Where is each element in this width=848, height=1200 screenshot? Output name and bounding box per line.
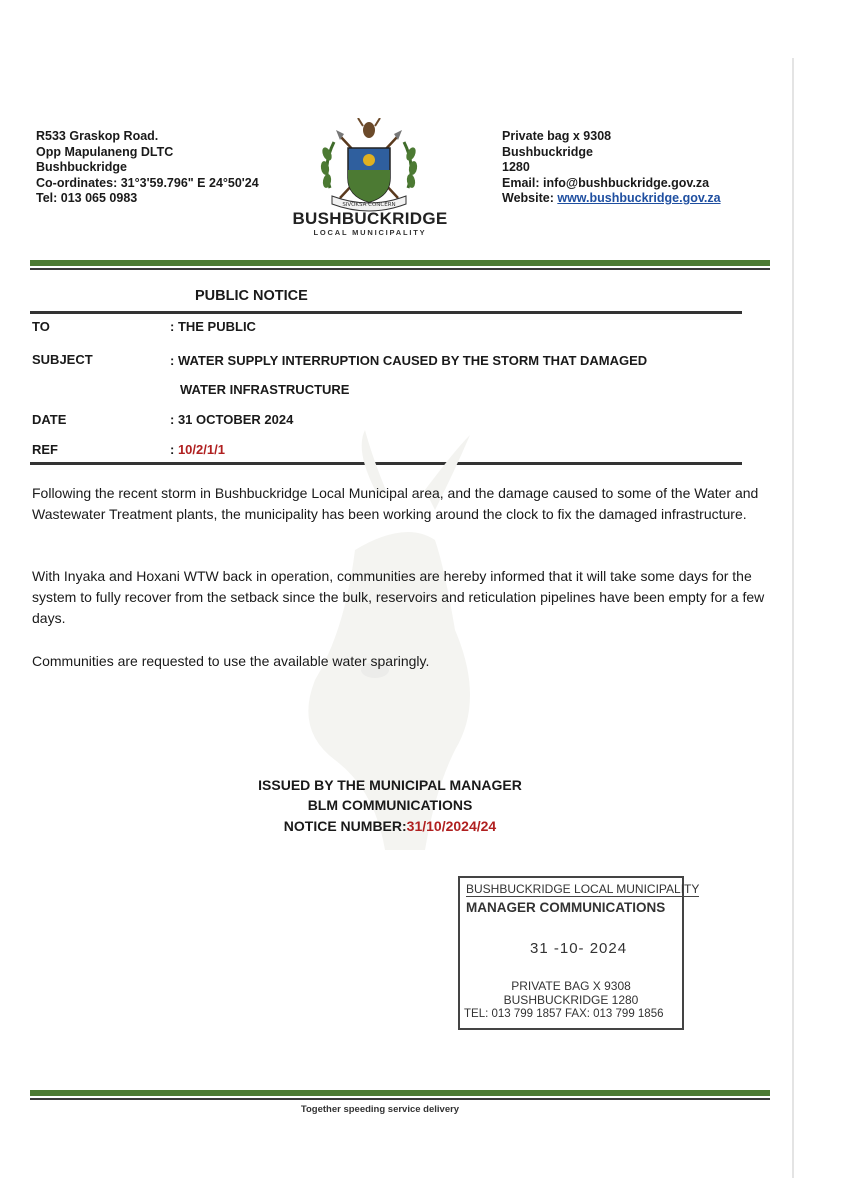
email-line: Email: info@bushbuckridge.gov.za bbox=[502, 175, 710, 190]
issued-by-line: ISSUED BY THE MUNICIPAL MANAGER bbox=[258, 777, 522, 793]
subject-value-line2: WATER INFRASTRUCTURE bbox=[180, 382, 350, 397]
subject-label: SUBJECT bbox=[32, 352, 93, 367]
date-value: : 31 OCTOBER 2024 bbox=[170, 412, 294, 427]
footer-slogan: Together speeding service delivery bbox=[300, 1104, 460, 1115]
issued-department: BLM COMMUNICATIONS bbox=[307, 797, 473, 813]
website-link[interactable]: www.bushbuckridge.gov.za bbox=[557, 191, 721, 205]
address-line: Opp Mapulaneng DLTC bbox=[36, 144, 174, 159]
coordinates-line: Co-ordinates: 31°3'59.796" E 24°50'24 bbox=[36, 175, 259, 190]
telephone-line: Tel: 013 065 0983 bbox=[36, 191, 138, 205]
website-line bbox=[502, 191, 721, 207]
address-line: R533 Graskop Road. bbox=[36, 129, 159, 143]
stamp-municipality: BUSHBUCKRIDGE LOCAL MUNICIPALITY bbox=[466, 882, 700, 896]
crest-motto: SIVOKSA CONCERN bbox=[342, 202, 396, 208]
to-value: : THE PUBLIC bbox=[170, 319, 256, 334]
website-label: Website: bbox=[502, 191, 558, 205]
address-line: Bushbuckridge bbox=[36, 160, 127, 174]
body-paragraph: With Inyaka and Hoxani WTW back in operation, communities are hereby informed that it will take some days for the system to fully recover from the setback since the bulk, reservoirs and reticulation pipelines have been empty for a few days. bbox=[32, 568, 765, 626]
subject-value-line1: : WATER SUPPLY INTERRUPTION CAUSED BY THE STORM THAT DAMAGED bbox=[170, 353, 648, 368]
stamp-address: PRIVATE BAG X 9308 bbox=[511, 979, 631, 993]
stamp-department: MANAGER COMMUNICATIONS bbox=[466, 900, 666, 915]
right-address-block bbox=[502, 129, 721, 207]
municipality-name: BUSHBUCKRIDGE bbox=[292, 209, 448, 228]
stamp-contact: TEL: 013 799 1857 FAX: 013 799 1856 bbox=[464, 1008, 664, 1020]
notice-title: PUBLIC NOTICE bbox=[195, 288, 308, 304]
stamp-date: 31 -10- 2024 bbox=[530, 940, 628, 957]
left-address-block bbox=[36, 129, 272, 207]
to-label: TO bbox=[32, 319, 50, 334]
postal-code: 1280 bbox=[502, 160, 530, 174]
footer-divider-band bbox=[30, 1090, 770, 1100]
address-line: Private bag x 9308 bbox=[502, 129, 612, 143]
page-edge-line bbox=[792, 58, 794, 1178]
body-paragraph: Communities are requested to use the available water sparingly. bbox=[32, 653, 430, 669]
notice-number-label: NOTICE NUMBER: bbox=[283, 818, 407, 834]
notice-number bbox=[170, 818, 610, 834]
ref-value-row bbox=[170, 442, 225, 457]
header-divider-band bbox=[30, 260, 770, 270]
ref-label: REF bbox=[32, 442, 58, 457]
ref-colon: : bbox=[170, 442, 178, 457]
official-stamp bbox=[458, 876, 700, 1030]
municipality-crest-icon bbox=[318, 118, 420, 214]
notice-number-value: 31/10/2024/24 bbox=[406, 818, 497, 834]
notice-top-rule bbox=[30, 311, 742, 314]
address-line: Bushbuckridge bbox=[502, 144, 593, 159]
stamp-city: BUSHBUCKRIDGE 1280 bbox=[503, 993, 639, 1007]
ref-value: 10/2/1/1 bbox=[177, 442, 225, 457]
date-label: DATE bbox=[32, 412, 67, 427]
body-paragraph: Following the recent storm in Bushbuckridge Local Municipal area, and the damage caused to some of the Water and Wastewater Treatment plants, the municipality has been working around the clock to fix the damaged infrastructure. bbox=[32, 485, 759, 522]
municipality-subtitle: LOCAL MUNICIPALITY bbox=[313, 228, 427, 237]
